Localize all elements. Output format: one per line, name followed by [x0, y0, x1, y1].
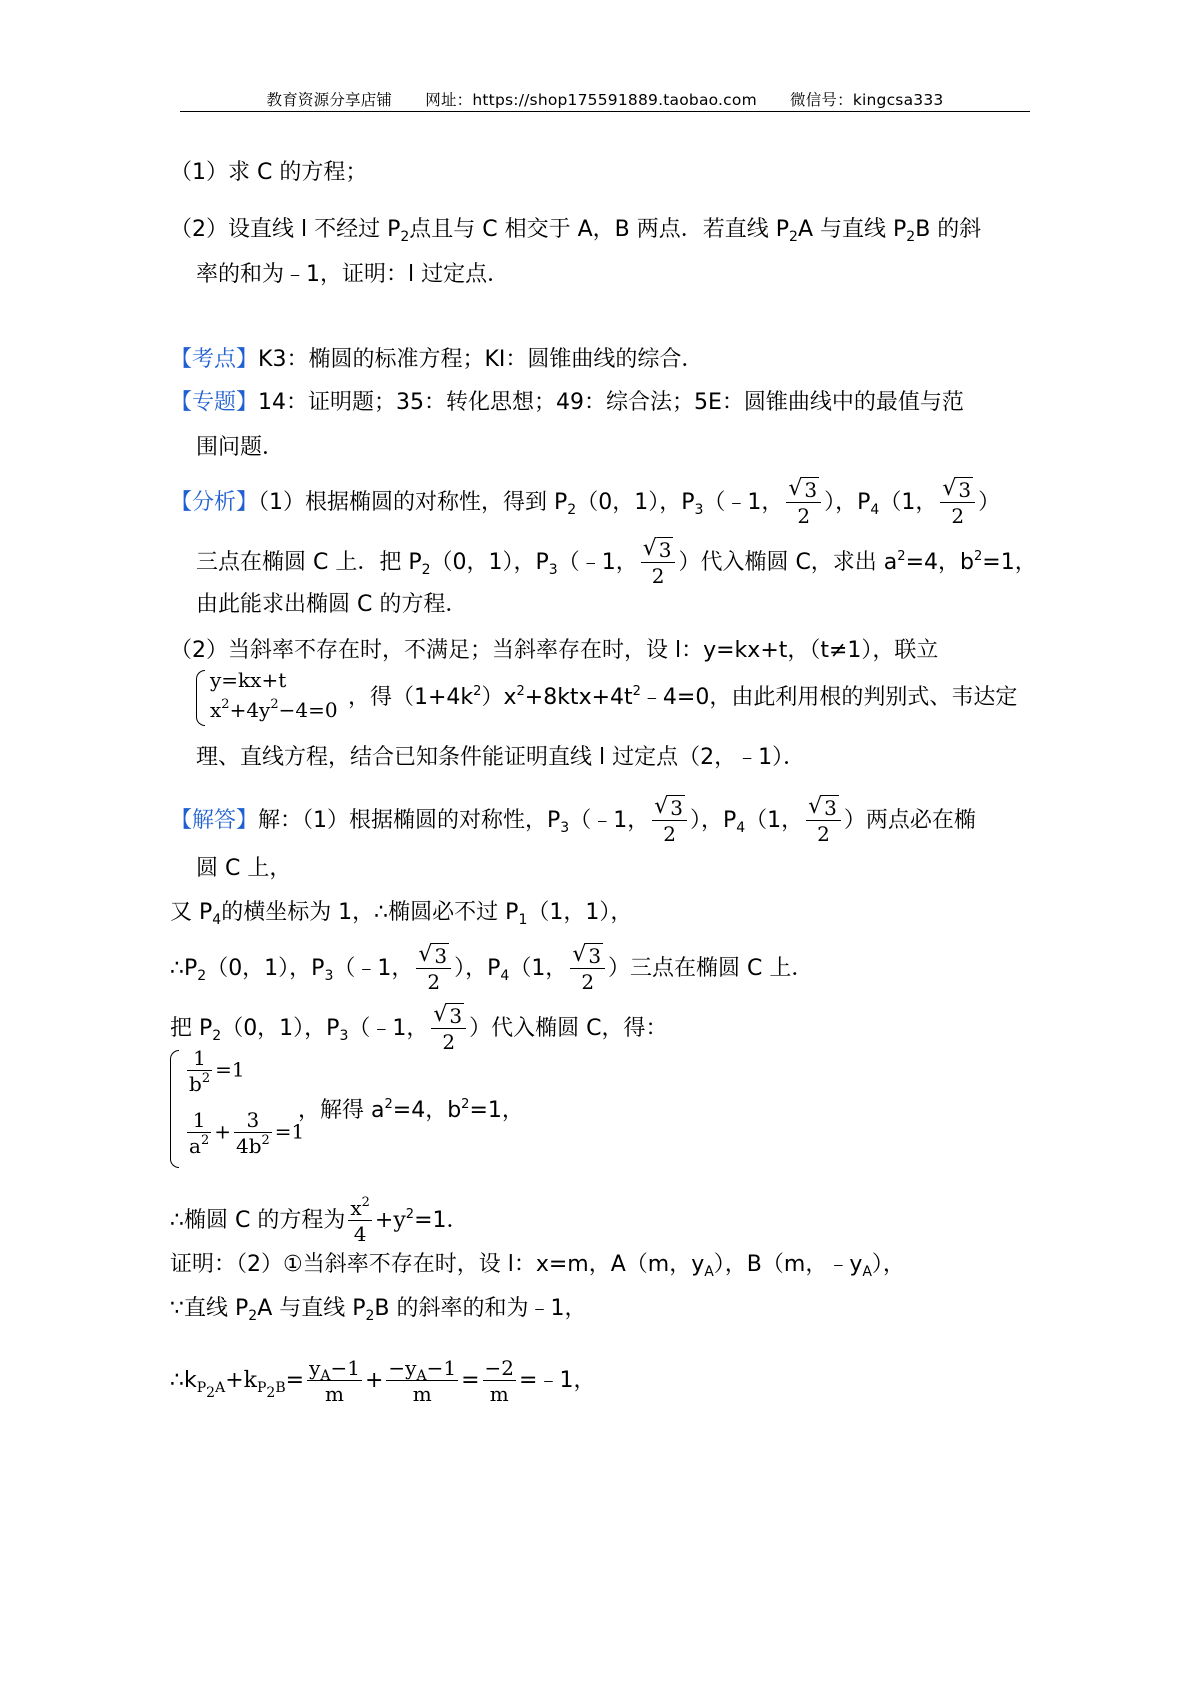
- fraction-sqrt3-over-2: √ $\frac{3}{2}$: [431, 1006, 466, 1052]
- system-row-2: $x^2+4y^2-4=0$: [210, 697, 338, 722]
- fraction-sqrt3-over-2: √ $\frac{3}{2}$: [652, 798, 687, 844]
- jieda-line-7: ∴椭圆 C 的方程为 $\frac{x^2}{4}$ $+y^2=1$．: [170, 1195, 469, 1246]
- brace: [196, 670, 205, 726]
- equation-system-1: [196, 668, 346, 728]
- jieda-solve-result: ，解得 $a^2=4$，$b^2=1$，: [298, 1097, 524, 1123]
- jieda-line-5: 把 $P_2(0$，1），$P_3(﹣1$， √ $\frac{3}{2}$ ）代入椭圆 C，得：: [170, 1006, 667, 1052]
- jieda-line-3: 又 $P_4$的横坐标为 1，∴椭圆必不过 $P_1(1$，1），: [170, 900, 633, 928]
- fenxi-line-4: （2）当斜率不存在时，不满足；当斜率存在时，设 l：y=kx+t，（t≠1），联立: [170, 638, 939, 663]
- system-row-1: y=kx+t: [210, 668, 287, 692]
- fraction-neg-yA-minus-1-over-m: $\frac{-y_A-1}{m}$: [388, 1356, 457, 1406]
- fenxi-line-6: 理、直线方程，结合已知条件能证明直线 l 过定点（2，﹣1）．: [196, 745, 806, 770]
- fraction-sqrt3-over-2: √ $\frac{3}{2}$: [940, 480, 975, 526]
- header-divider: [180, 111, 1030, 112]
- jieda-line-10: $\therefore k_{P_2A}+k_{P_2B}=$ $\frac{y_A-1}{m}$ + $\frac{-y_A-1}{m}$ = $\frac{-2}{m}$ =﹣1，: [170, 1356, 596, 1406]
- brace: [170, 1050, 179, 1168]
- fraction-1-over-a2: $\frac{1}{a^2}$: [189, 1108, 210, 1158]
- fraction-1-over-b2: $\frac{1}{b^2}$: [189, 1046, 211, 1096]
- fraction-3-over-4b2: $\frac{3}{4b^2}$: [235, 1108, 270, 1158]
- zhuanti-tag: 【专题】: [170, 390, 259, 415]
- fraction-sqrt3-over-2: √ $\frac{3}{2}$: [786, 480, 821, 526]
- fenxi-line-5: ，得$(1+4k^2)x^2+8ktx+4t^2﹣4=0$，由此利用根的判别式、韦达定: [348, 684, 1018, 710]
- jieda-line-9: ∵直线 $P_2A$ 与直线 $P_2B$ 的斜率的和为﹣1，: [170, 1296, 587, 1324]
- jieda-tag: 【解答】: [170, 808, 259, 833]
- fenxi-tag: 【分析】: [170, 490, 259, 515]
- jieda-line-2: 圆 C 上，: [196, 856, 292, 881]
- fraction-sqrt3-over-2: √ $\frac{3}{2}$: [806, 798, 841, 844]
- equation-system-2: [170, 1048, 305, 1170]
- kaodian-tag: 【考点】: [170, 347, 259, 372]
- zhuanti-section: 【专题】14：证明题；35：转化思想；49：综合法；5E：圆锥曲线中的最值与范: [170, 390, 964, 415]
- fraction-yA-minus-1-over-m: $\frac{y_A-1}{m}$: [309, 1356, 360, 1406]
- jieda-line-4: $\therefore P_2(0$，1），$P_3(﹣1$， √ $\frac{3}{2}$ ），$P_4(1$， √ $\frac{3}{2}$ ）三点在椭圆 C 上．: [170, 946, 813, 992]
- kaodian-section: 【考点】K3：椭圆的标准方程；KI：圆锥曲线的综合．: [170, 347, 704, 372]
- header-shop: 教育资源分享店铺: [266, 91, 393, 109]
- system-row-2: $\frac{1}{a^2}$ + $\frac{3}{4b^2}$ =1: [189, 1108, 305, 1158]
- question-part-1: （1）求 C 的方程；: [170, 160, 368, 185]
- jieda-line-8: 证明：（2）①当斜率不存在时，设 l：x=m，A（m，$y_A$），B（m，$﹣y_A$），: [170, 1252, 905, 1280]
- question-part-2-cont: 率的和为﹣1，证明：l 过定点．: [196, 262, 510, 287]
- system-row-1: $\frac{1}{b^2}$ =1: [189, 1046, 245, 1096]
- fraction-neg2-over-m: $\frac{-2}{m}$: [484, 1356, 515, 1406]
- fraction-sqrt3-over-2: √ $\frac{3}{2}$: [570, 946, 605, 992]
- question-part-2: （2）设直线 l 不经过 $P_2$点且与 C 相交于 A，B 两点．若直线 $P_2A$ 与直线 $P_2B$ 的斜: [170, 217, 982, 245]
- fraction-sqrt3-over-2: √ $\frac{3}{2}$: [416, 946, 451, 992]
- fraction-sqrt3-over-2: √ $\frac{3}{2}$: [641, 540, 676, 586]
- page-header: [180, 88, 1030, 110]
- fraction-x2-over-4: $\frac{x^2}{4}$: [350, 1195, 370, 1246]
- fenxi-line-1: 【分析】（1）根据椭圆的对称性，得到 $P_2(0$，1），$P_3(﹣1$， √ $\frac{3}{2}$ ），$P_4(1$， √ $\frac{3}{2}$ ）: [170, 480, 1000, 526]
- fenxi-line-2: 三点在椭圆 C 上．把 $P_2(0$，1），$P_3(﹣1$， √ $\frac{3}{2}$ ）代入椭圆 C，求出 $a^2=4$，$b^2=1$，: [196, 540, 1037, 586]
- header-site: 网址：https://shop175591889.taobao.com: [425, 91, 757, 109]
- fenxi-line-3: 由此能求出椭圆 C 的方程．: [196, 592, 468, 617]
- header-wechat: 微信号：kingcsa333: [790, 91, 944, 109]
- jieda-line-1: 【解答】解：（1）根据椭圆的对称性，$P_3(﹣1$， √ $\frac{3}{2}$ ），$P_4(1$， √ $\frac{3}{2}$ ）两点必在椭: [170, 798, 976, 844]
- zhuanti-cont: 围问题．: [196, 435, 285, 460]
